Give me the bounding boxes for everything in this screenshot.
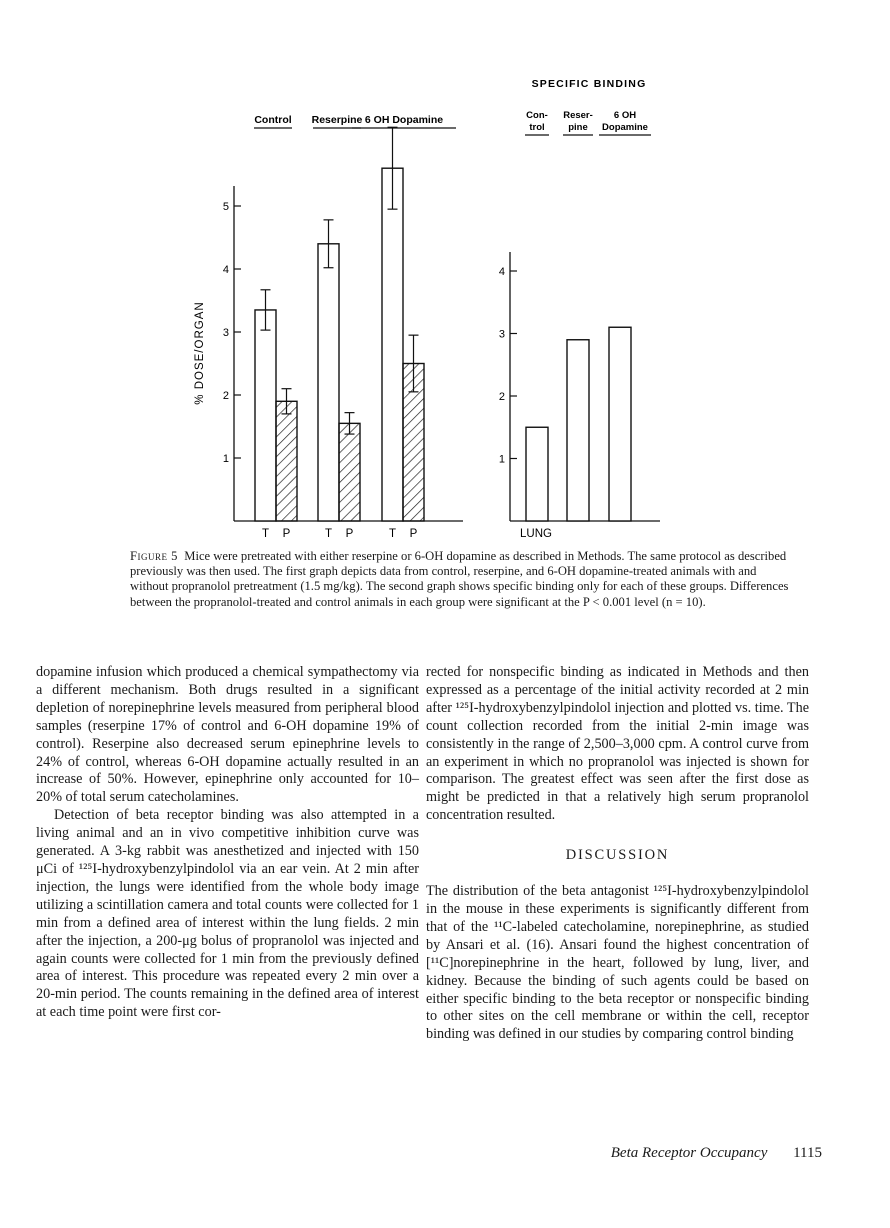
- bar: [609, 327, 631, 521]
- y-tick-label: 4: [222, 264, 229, 276]
- x-tick-label: P: [345, 528, 354, 540]
- right-column: [426, 664, 809, 1044]
- bar: [276, 401, 297, 521]
- x-tick-label: T: [324, 528, 333, 540]
- chart-specific-binding: [499, 78, 660, 540]
- y-tick-label: 1: [498, 453, 505, 466]
- running-title: Beta Receptor Occupancy: [610, 1145, 768, 1161]
- group-label-line: Reser-: [563, 110, 593, 121]
- y-tick-label: 2: [498, 391, 505, 403]
- y-tick-label: 1: [222, 453, 229, 465]
- left-column: [36, 664, 419, 1022]
- paragraph: Detection of beta receptor binding was also attempted in a living animal and an in vivo competitive inhibition curve was generated. A 3-kg rabbit was anesthetized and injected with 150 μCi of ¹²⁵I-hydroxybenzylpindolol via an ear vein. At 2 min after injection, the lungs were identified from the whole body image utilizing a scintillation camera and total counts were collected for 1 min from a defined area of interest within the lung fields. 2 min after the injection, a 200-μg bolus of propranolol was injected and again counts were collected for 1 min from the previously defined area of interest. This procedure was repeated every 2 min over a 20-min period. The counts remaining in the defined area of interest at each time point were first cor-: [36, 807, 419, 1021]
- group-label: Control: [254, 114, 292, 126]
- bar: [339, 423, 360, 521]
- chart-title: SPECIFIC BINDING: [531, 78, 647, 90]
- figure-caption: [130, 549, 795, 610]
- y-axis-label: % DOSE/ORGAN: [194, 301, 206, 405]
- y-tick-label: 5: [222, 201, 229, 213]
- paragraph: The distribution of the beta antagonist ¹²⁵I-hydroxybenzylpindolol in the mouse in these experiments is significantly different from that of the ¹¹C-labeled catecholamine, norepinephrine, as studied by Ansari et al. (16). Ansari found the highest concentration of [¹¹C]norepinephrine in the heart, followed by lung, liver, and kidney. Because the binding of such agents could be based on either specific binding to the beta receptor or nonspecific binding to other sites on the cell membrane or within the cell, receptor binding was defined in our studies by comparing control binding: [426, 883, 809, 1043]
- x-tick-label: P: [409, 528, 418, 540]
- paragraph: rected for nonspecific binding as indicated in Methods and then expressed as a percentage of the initial activity recorded at 2 min after ¹²⁵I-hydroxybenzylpindolol injection and plotted vs. time. The count collection recorded from the initial 2-min image was consistently in the range of 2,500–3,000 cpm. A control curve from an experiment in which no propranolol was injected is shown for comparison. The greatest effect was seen after the first dose as might be predicted in that a relatively high serum propranolol concentration resulted.: [426, 664, 809, 824]
- bar: [255, 310, 276, 521]
- group-label: 6 OH Dopamine: [364, 114, 444, 126]
- chart-dose-per-organ: [194, 114, 463, 540]
- y-tick-label: 2: [222, 390, 229, 402]
- bar: [567, 340, 589, 521]
- y-tick-label: 4: [498, 266, 505, 278]
- bar: [526, 427, 548, 521]
- x-tick-label: P: [282, 528, 291, 540]
- group-label: Reserpine: [311, 114, 363, 126]
- y-tick-label: 3: [498, 328, 505, 341]
- section-heading: DISCUSSION: [565, 847, 670, 864]
- x-tick-label: T: [261, 528, 270, 540]
- figure-5: [0, 0, 890, 545]
- group-label-line: 6 OH: [613, 110, 637, 121]
- x-axis-label: LUNG: [520, 528, 552, 540]
- group-label-line: trol: [529, 122, 545, 133]
- caption-label: Figure 5: [130, 549, 178, 563]
- group-label-line: pine: [568, 122, 588, 133]
- caption-text: Mice were pretreated with either reserpine or 6-OH dopamine as described in Methods. The same protocol as described previously was then used. The first graph depicts data from control, reserpine, and 6-OH dopamine-treated animals with and without propranolol pretreatment (1.5 mg/kg). The second graph shows specific binding only for each of these groups. Differences between the propranolol-treated and control animals in each group were significant at the P < 0.001 level (n = 10).: [130, 549, 789, 609]
- x-tick-label: T: [388, 528, 397, 540]
- page-number: 1115: [793, 1145, 822, 1161]
- group-label-line: Con-: [526, 110, 548, 121]
- bar: [382, 168, 403, 521]
- group-label-line: Dopamine: [602, 122, 648, 133]
- bar: [318, 244, 339, 521]
- page-footer: [611, 1145, 822, 1162]
- y-tick-label: 3: [222, 327, 229, 339]
- paragraph: dopamine infusion which produced a chemical sympathectomy via a different mechanism. Both drugs resulted in a significant depletion of norepinephrine levels measured from peripheral blood samples (reserpine 17% of control and 6-OH dopamine 19% of control). Reserpine also decreased serum epinephrine levels to 24% of control, whereas 6-OH dopamine actually resulted in an increase of 50%. However, epinephrine only accounted for 10–20% of total serum catecholamines.: [36, 664, 419, 806]
